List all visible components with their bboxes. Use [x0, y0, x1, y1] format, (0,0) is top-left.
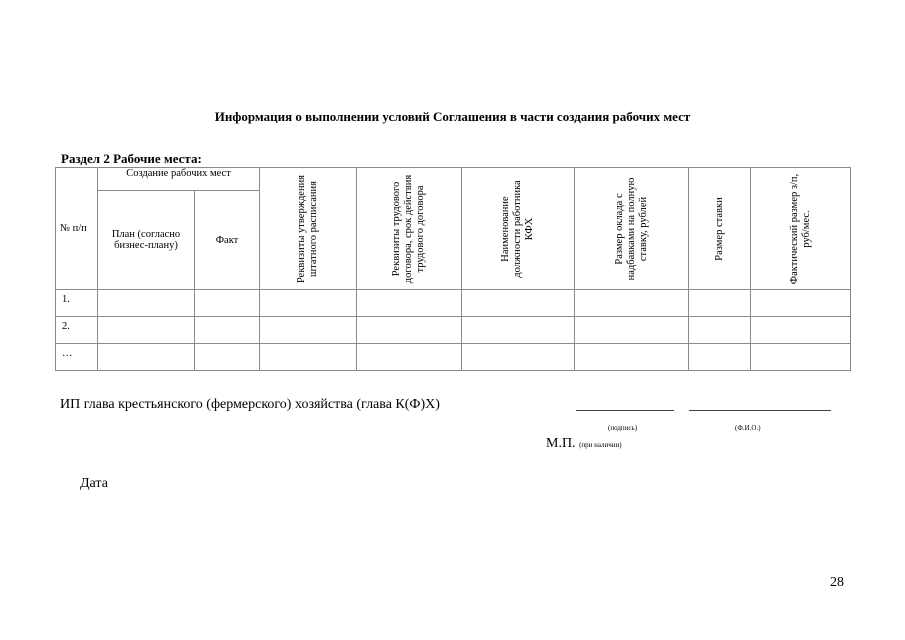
- document-title: Информация о выполнении условий Соглашения в части создания рабочих мест: [214, 109, 691, 124]
- header-position: Наименование должности работника КФХ: [462, 168, 575, 290]
- date-label: Дата: [80, 476, 108, 491]
- workplaces-table: [55, 167, 851, 371]
- header-rate: Размер ставки: [689, 168, 751, 290]
- stamp-note: (при наличии): [579, 441, 622, 449]
- section-heading: Раздел 2 Рабочие места:: [61, 151, 202, 166]
- signer-label: ИП глава крестьянского (фермерского) хозяйства (глава К(Ф)Х): [60, 397, 440, 412]
- table-row: …: [56, 344, 851, 371]
- fio-line: [689, 410, 831, 411]
- signature-line: [576, 410, 674, 411]
- page-number: 28: [830, 575, 844, 590]
- header-fact: Факт: [195, 191, 260, 290]
- header-plan: План (согласно бизнес-плану): [98, 191, 195, 290]
- header-actual: Фактический размер з/п, руб/мес.: [751, 168, 851, 290]
- table-row: 2.: [56, 317, 851, 344]
- table-row: 1.: [56, 290, 851, 317]
- fio-caption: (Ф.И.О.): [735, 424, 761, 432]
- header-group: Создание рабочих мест: [98, 168, 260, 191]
- signature-caption: (подпись): [608, 424, 638, 432]
- header-num: № п/п: [56, 168, 98, 290]
- header-salary: Размер оклада с надбавками на полную ставку, рублей: [575, 168, 689, 290]
- stamp-label: М.П. (при наличии): [546, 436, 622, 451]
- header-contract: Реквизиты трудового договора, срок действия трудового договора: [357, 168, 462, 290]
- header-staff: Реквизиты утверждения штатного расписания: [260, 168, 357, 290]
